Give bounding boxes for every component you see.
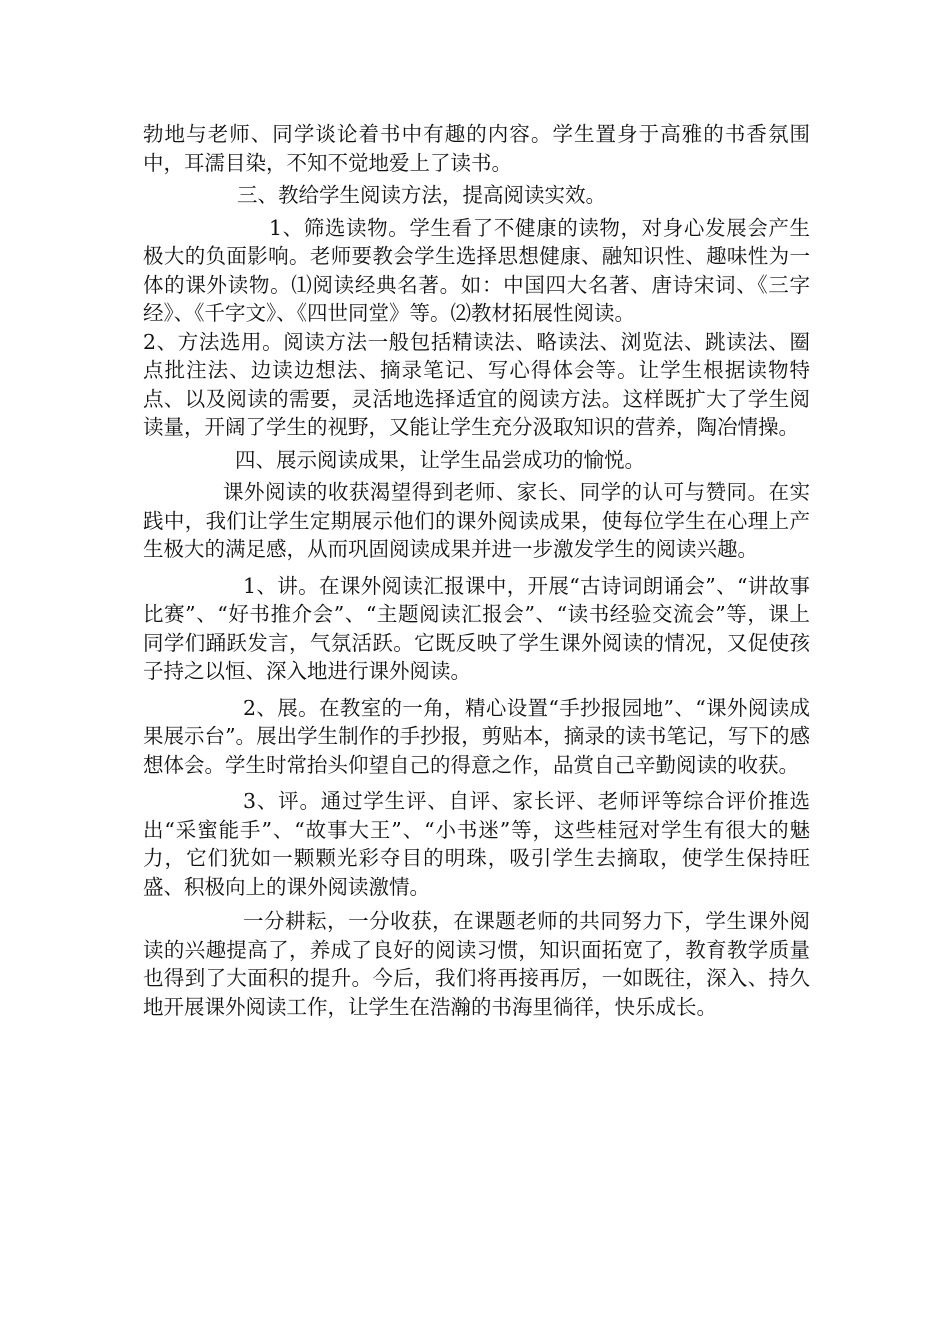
paragraph-select-reading: 1、筛选读物。学生看了不健康的读物，对身心发展会产生极大的负面影响。老师要教会学生选择思想健康、融知识性、趣味性为一体的课外读物。⑴阅读经典名著。如：中国四大名著、唐诗宋词、《三字经》、《千字文》、《四世同堂》等。⑵教材拓展性阅读。 <box>143 215 810 325</box>
paragraph-display: 2、展。在教室的一角，精心设置“手抄报园地”、“课外阅读成果展示台”。展出学生制作的手抄报，剪贴本，摘录的读书笔记，写下的感想体会。学生时常抬头仰望自己的得意之作，品赏自己辛勤阅读的收获。 <box>143 695 810 777</box>
section-heading-4: 四、展示阅读成果，让学生品尝成功的愉悦。 <box>235 447 645 472</box>
paragraph-continuation: 勃地与老师、同学谈论着书中有趣的内容。学生置身于高雅的书香氛围中，耳濡目染，不知不觉地爱上了读书。 <box>143 122 810 175</box>
paragraph-method-selection: 2、方法选用。阅读方法一般包括精读法、略读法、浏览法、跳读法、圈点批注法、边读边想法、摘录笔记、写心得体会等。让学生根据读物特点、以及阅读的需要，灵活地选择适宜的阅读方法。这样既扩大了学生阅读量，开阔了学生的视野，又能让学生充分汲取知识的营养，陶冶情操。 <box>143 329 810 439</box>
section-heading-3: 三、教给学生阅读方法，提高阅读实效。 <box>237 183 606 207</box>
paragraph-speak: 1、讲。在课外阅读汇报课中，开展“古诗词朗诵会”、“讲故事比赛”、“好书推介会”、“主题阅读汇报会”、“读书经验交流会”等，课上同学们踊跃发言，气氛活跃。它既反映了学生课外阅读的情况，又促使孩子持之以恒、深入地进行课外阅读。 <box>143 573 810 683</box>
paragraph-conclusion: 一分耕耘，一分收获，在课题老师的共同努力下，学生课外阅读的兴趣提高了，养成了良好的阅读习惯，知识面拓宽了，教育教学质量也得到了大面积的提升。今后，我们将再接再厉，一如既往，深入、持久地开展课外阅读工作，让学生在浩瀚的书海里徜徉，快乐成长。 <box>143 909 810 1019</box>
paragraph-evaluate: 3、评。通过学生评、自评、家长评、老师评等综合评价推选出“采蜜能手”、“故事大王”、“小书迷”等，这些桂冠对学生有很大的魅力，它们犹如一颗颗光彩夺目的明珠，吸引学生去摘取，使学生保持旺盛、积极向上的课外阅读激情。 <box>143 789 810 899</box>
paragraph-reading-gains: 课外阅读的收获渴望得到老师、家长、同学的认可与赞同。在实践中，我们让学生定期展示他们的课外阅读成果，使每位学生在心理上产生极大的满足感，从而巩固阅读成果并进一步激发学生的阅读兴趣。 <box>143 480 810 561</box>
document-body <box>143 120 810 1021</box>
